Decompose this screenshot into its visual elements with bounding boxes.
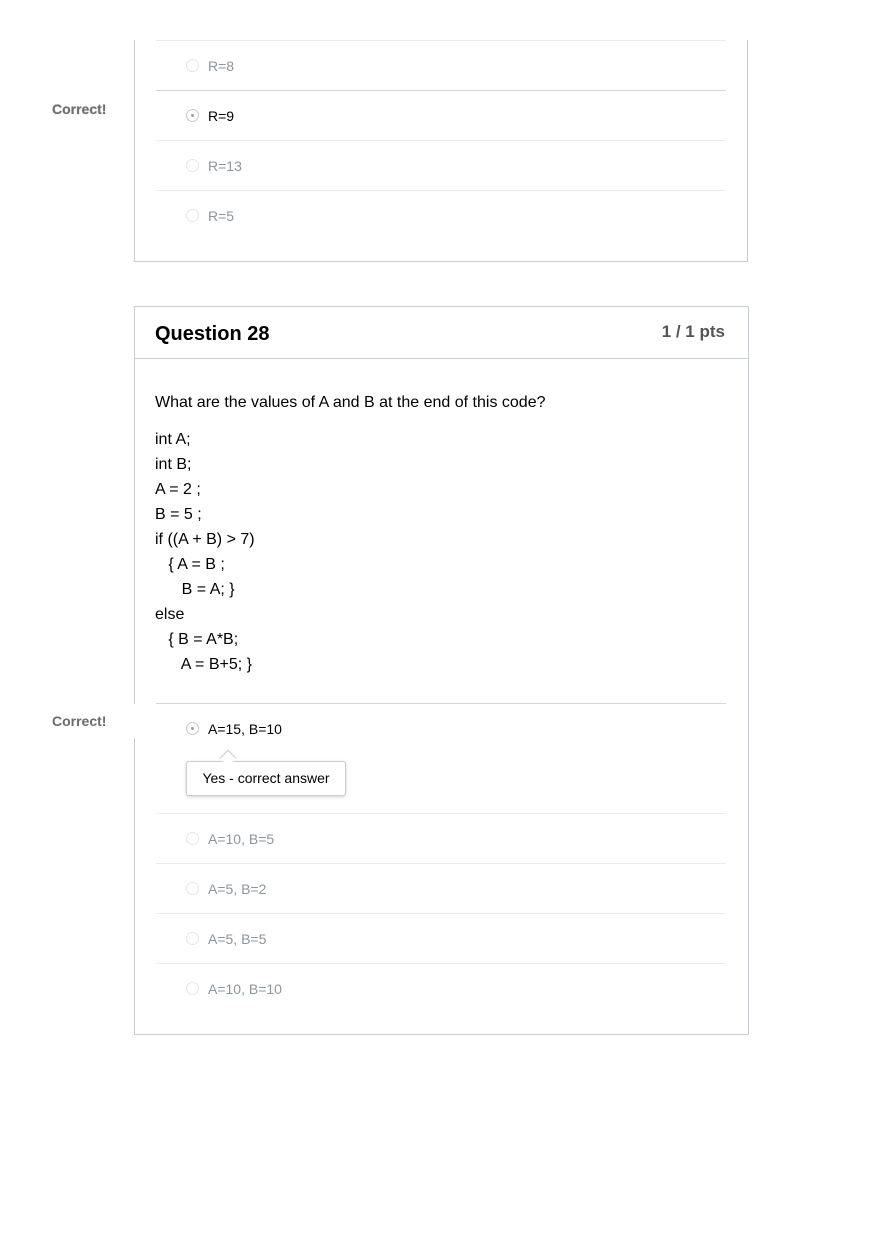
answer-radio[interactable] [186, 209, 199, 222]
code-line: { A = B ; [155, 556, 225, 573]
answer-label[interactable]: R=8 [208, 58, 235, 74]
answer-radio[interactable] [186, 59, 199, 72]
code-line: else [155, 606, 185, 623]
answer-radio-selected[interactable] [186, 109, 199, 122]
correct-flag-line [134, 40, 135, 96]
answer-divider [156, 913, 726, 914]
answer-radio-selected[interactable] [186, 722, 199, 735]
answer-radio[interactable] [186, 932, 199, 945]
answer-divider [156, 813, 726, 814]
answer-label[interactable]: A=5, B=2 [208, 881, 267, 897]
question-title: Question 28 [155, 323, 270, 345]
code-line: int A; [155, 431, 191, 448]
answer-label-selected[interactable]: R=9 [208, 108, 235, 124]
correct-label: Correct! [52, 101, 107, 117]
answer-label[interactable]: A=5, B=5 [208, 931, 267, 947]
answer-divider [156, 963, 726, 964]
answer-label-selected[interactable]: A=15, B=10 [208, 721, 282, 737]
answer-divider [156, 40, 726, 41]
answers-divider [156, 703, 726, 704]
answer-divider [156, 140, 726, 141]
code-line: if ((A + B) > 7) [155, 531, 255, 548]
correct-flag-gap [128, 704, 140, 738]
code-line: int B; [155, 456, 192, 473]
correct-label: Correct! [52, 713, 107, 729]
answer-label[interactable]: A=10, B=10 [208, 981, 282, 997]
feedback-tooltip: Yes - correct answer [186, 761, 346, 796]
question-points: 1 / 1 pts [661, 322, 725, 341]
answer-radio[interactable] [186, 159, 199, 172]
answer-label[interactable]: R=13 [208, 158, 242, 174]
answer-divider [156, 190, 726, 191]
answer-radio[interactable] [186, 982, 199, 995]
answer-radio[interactable] [186, 832, 199, 845]
answer-label[interactable]: R=5 [208, 208, 235, 224]
code-line: A = B+5; } [155, 656, 252, 673]
code-line: { B = A*B; [155, 631, 239, 648]
code-block [155, 427, 255, 677]
code-line: B = 5 ; [155, 506, 202, 523]
answer-divider [156, 90, 726, 91]
answer-radio[interactable] [186, 882, 199, 895]
answer-divider [156, 863, 726, 864]
code-line: A = 2 ; [155, 481, 201, 498]
code-line: B = A; } [155, 581, 235, 598]
answer-label[interactable]: A=10, B=5 [208, 831, 275, 847]
question-prompt: What are the values of A and B at the end of this code? [155, 394, 546, 411]
